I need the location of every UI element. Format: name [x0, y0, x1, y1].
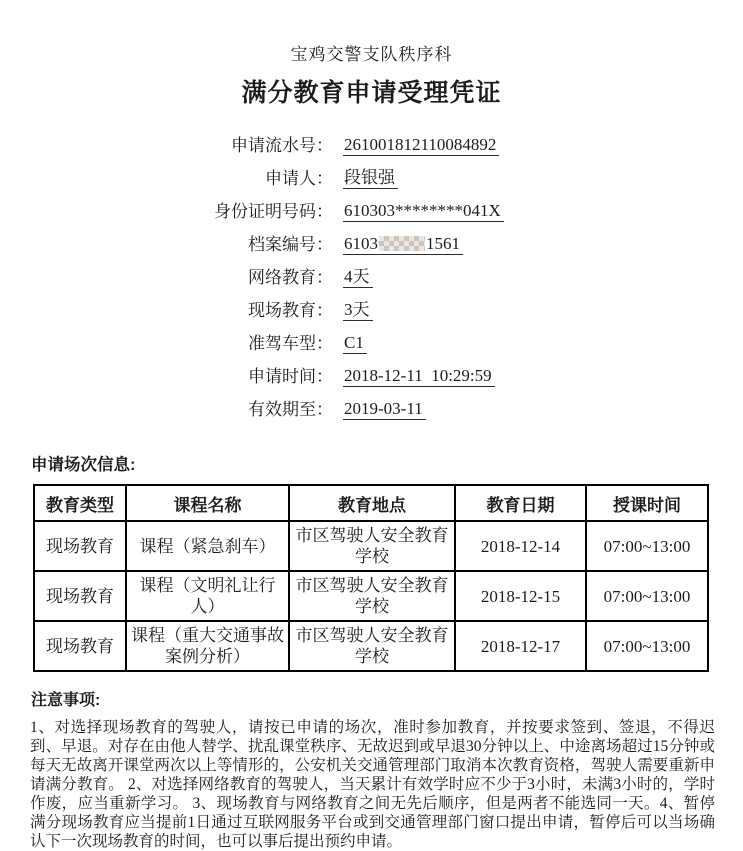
cell-course-name: 课程（紧急刹车）	[126, 521, 289, 571]
field-label-apply-time: 申请时间：	[248, 367, 333, 386]
cell-education-date: 2018-12-14	[455, 521, 586, 571]
field-row-online-education	[0, 269, 743, 288]
cell-course-name: 课程（重大交通事故案例分析）	[126, 621, 289, 671]
field-value-serial: 261001812110084892	[343, 136, 499, 156]
field-label-id-number: 身份证明号码：	[214, 202, 333, 221]
cell-class-time: 07:00~13:00	[586, 521, 708, 571]
sessions-table	[33, 484, 709, 672]
field-value-online-education: 4天	[343, 268, 373, 288]
field-row-file-number	[0, 236, 743, 255]
cell-education-type: 现场教育	[34, 521, 126, 571]
cell-education-place: 市区驾驶人安全教育学校	[289, 521, 455, 571]
notes-heading: 注意事项:	[31, 692, 101, 709]
field-value-onsite-education: 3天	[343, 301, 373, 321]
field-label-applicant: 申请人：	[265, 169, 333, 188]
table-row	[34, 571, 708, 621]
field-label-serial: 申请流水号：	[231, 136, 333, 155]
field-value-id-number: 610303********041X	[343, 202, 504, 222]
org-name: 宝鸡交警支队秩序科	[290, 45, 453, 64]
cell-education-date: 2018-12-17	[455, 621, 586, 671]
cell-education-place: 市区驾驶人安全教育学校	[289, 621, 455, 671]
table-row	[34, 621, 708, 671]
cell-class-time: 07:00~13:00	[586, 621, 708, 671]
cell-course-name: 课程（文明礼让行人）	[126, 571, 289, 621]
field-value-file-number	[343, 235, 463, 255]
field-label-license-type: 准驾车型：	[248, 334, 333, 353]
field-label-onsite-education: 现场教育：	[248, 301, 333, 320]
table-row	[34, 521, 708, 571]
cell-education-type: 现场教育	[34, 621, 126, 671]
notes-body: 1、对选择现场教育的驾驶人，请按已申请的场次，准时参加教育，并按要求签到、签退，不得迟到、早退。对存在由他人替学、扰乱课堂秩序、无故迟到或早退30分钟以上、中途离场超过15分钟或每天无故离开课堂两次以上等情形的，公安机关交通管理部门取消本次教育资格，驾驶人需要重新申请满分教育。 2、对选择网络教育的驾驶人，当天累计有效学时应不少于3小时，未满3小时的，学时作废，应当重新学习。 3、现场教育与网络教育之间无先后顺序，但是两者不能选同一天。4、暂停满分现场教育应当提前1日通过互联网服务平台或到交通管理部门窗口提出申请，暂停后可以当场确认下一次现场教育的时间，也可以事后提出预约申请。	[30, 719, 715, 850]
field-row-id-number	[0, 203, 743, 222]
application-fields	[0, 137, 743, 420]
field-label-online-education: 网络教育：	[248, 268, 333, 287]
field-label-valid-until: 有效期至：	[248, 400, 333, 419]
column-header-course-name: 课程名称	[126, 485, 289, 521]
field-row-license-type	[0, 335, 743, 354]
field-row-applicant	[0, 170, 743, 189]
page-title: 满分教育申请受理凭证	[241, 79, 502, 107]
cell-class-time: 07:00~13:00	[586, 571, 708, 621]
field-value-applicant: 段银强	[343, 169, 398, 189]
field-row-serial	[0, 137, 743, 156]
field-value-license-type: C1	[343, 334, 367, 354]
sessions-heading: 申请场次信息:	[31, 456, 136, 474]
file-number-suffix: 1561	[426, 234, 460, 253]
column-header-education-date: 教育日期	[455, 485, 586, 521]
table-header-row	[34, 485, 708, 521]
cell-education-date: 2018-12-15	[455, 571, 586, 621]
field-row-valid-until	[0, 401, 743, 420]
file-number-prefix: 6103	[344, 234, 378, 253]
field-label-file-number: 档案编号：	[248, 235, 333, 254]
redaction-mosaic	[379, 236, 425, 251]
field-row-apply-time	[0, 368, 743, 387]
cell-education-place: 市区驾驶人安全教育学校	[289, 571, 455, 621]
column-header-education-type: 教育类型	[34, 485, 126, 521]
column-header-class-time: 授课时间	[586, 485, 708, 521]
field-value-apply-time: 2018-12-11 10:29:59	[343, 367, 495, 387]
field-value-valid-until: 2019-03-11	[343, 400, 426, 420]
field-row-onsite-education	[0, 302, 743, 321]
column-header-education-place: 教育地点	[289, 485, 455, 521]
cell-education-type: 现场教育	[34, 571, 126, 621]
